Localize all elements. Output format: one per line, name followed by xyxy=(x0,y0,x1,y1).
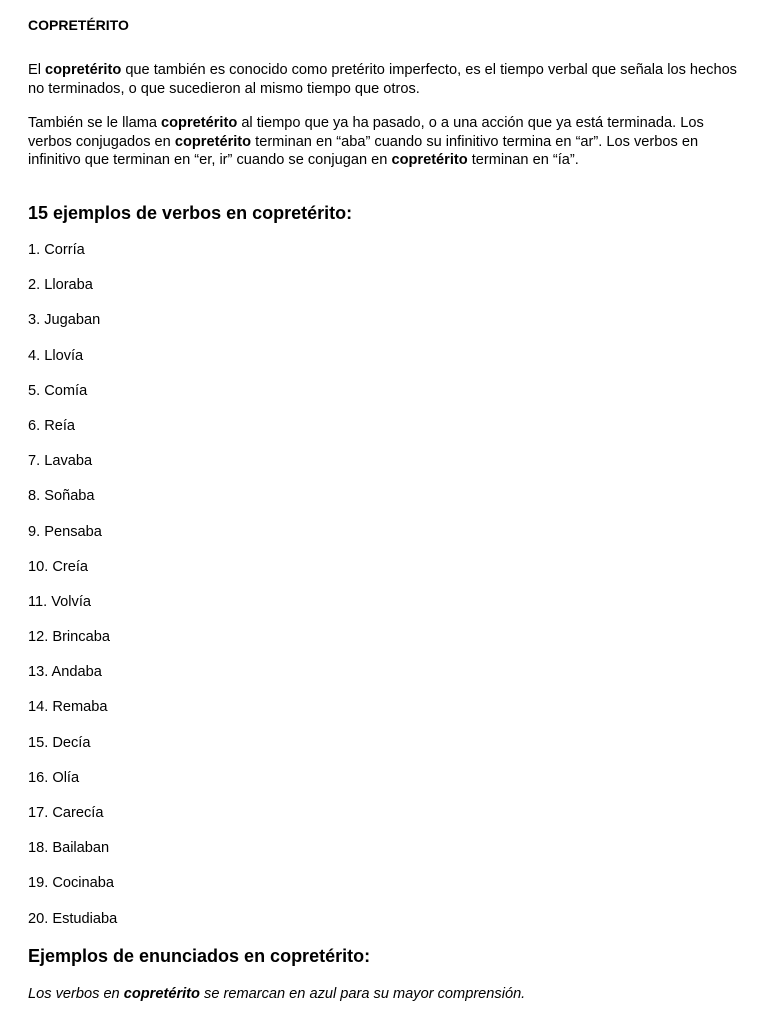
intro-text-1: El xyxy=(28,62,46,78)
verb-list-item: 13. Andaba xyxy=(28,664,102,681)
highlight-note xyxy=(28,984,525,1004)
verb-list-item: 7. Lavaba xyxy=(28,453,93,470)
verb-list-item: 10. Creía xyxy=(28,558,89,575)
explanation-text-1: También se le llama xyxy=(28,115,162,131)
explanation-bold-term-2: copretérito xyxy=(174,133,252,150)
document-title: COPRETÉRITO xyxy=(28,17,129,33)
note-text-1: Los verbos en xyxy=(28,986,124,1002)
verb-list-item: 14. Remaba xyxy=(28,699,108,716)
verb-list-item: 19. Cocinaba xyxy=(28,875,115,892)
verb-list-item: 2. Lloraba xyxy=(28,277,93,294)
note-text-2: se remarcan en azul para su mayor comprensión. xyxy=(199,986,526,1002)
intro-paragraph xyxy=(28,61,740,98)
verb-list-item: 3. Jugaban xyxy=(28,312,101,329)
explanation-paragraph xyxy=(28,114,740,170)
intro-text-2: que también es conocido como pretérito imperfecto, es el tiempo verbal que señala los hechos no terminados, o que sucedieron al mismo tiempo que otros. xyxy=(28,62,737,97)
verb-list-item: 11. Volvía xyxy=(28,593,92,610)
verb-list-item: 15. Decía xyxy=(28,734,91,751)
explanation-bold-term-3: copretérito xyxy=(391,152,468,169)
verb-list-item: 4. Llovía xyxy=(28,347,84,364)
note-bold-term: copretérito xyxy=(123,986,200,1002)
verb-list-item: 9. Pensaba xyxy=(28,523,102,540)
verb-list-item: 1. Corría xyxy=(28,242,85,258)
verb-list-item: 5. Comía xyxy=(28,382,88,399)
explanation-text-2: al tiempo que ya ha pasado, o a una acción que ya está terminada. Los verbos conjugados en xyxy=(28,115,704,150)
verb-list-item: 16. Olía xyxy=(28,769,80,786)
explanation-text-4: terminan en “ía”. xyxy=(467,152,579,169)
sentences-examples-heading: Ejemplos de enunciados en copretérito: xyxy=(28,946,371,966)
verb-list-item: 8. Soñaba xyxy=(28,488,95,505)
explanation-text-3: terminan en “aba” cuando su infinitivo termina en “ar”. Los verbos en infinitivo que terminan en “er, ir” cuando se conjugan en xyxy=(28,133,699,169)
verb-list-item: 6. Reía xyxy=(28,417,76,434)
verb-list-item: 17. Carecía xyxy=(28,805,104,821)
explanation-bold-term-1: copretérito xyxy=(161,115,238,131)
verb-list-item: 20. Estudiaba xyxy=(28,910,118,927)
verb-list xyxy=(28,240,117,944)
verbs-examples-heading: 15 ejemplos de verbos en copretérito: xyxy=(28,203,353,223)
intro-bold-term: copretérito xyxy=(45,62,122,78)
verb-list-item: 12. Brincaba xyxy=(28,629,110,646)
verb-list-item: 18. Bailaban xyxy=(28,840,110,857)
